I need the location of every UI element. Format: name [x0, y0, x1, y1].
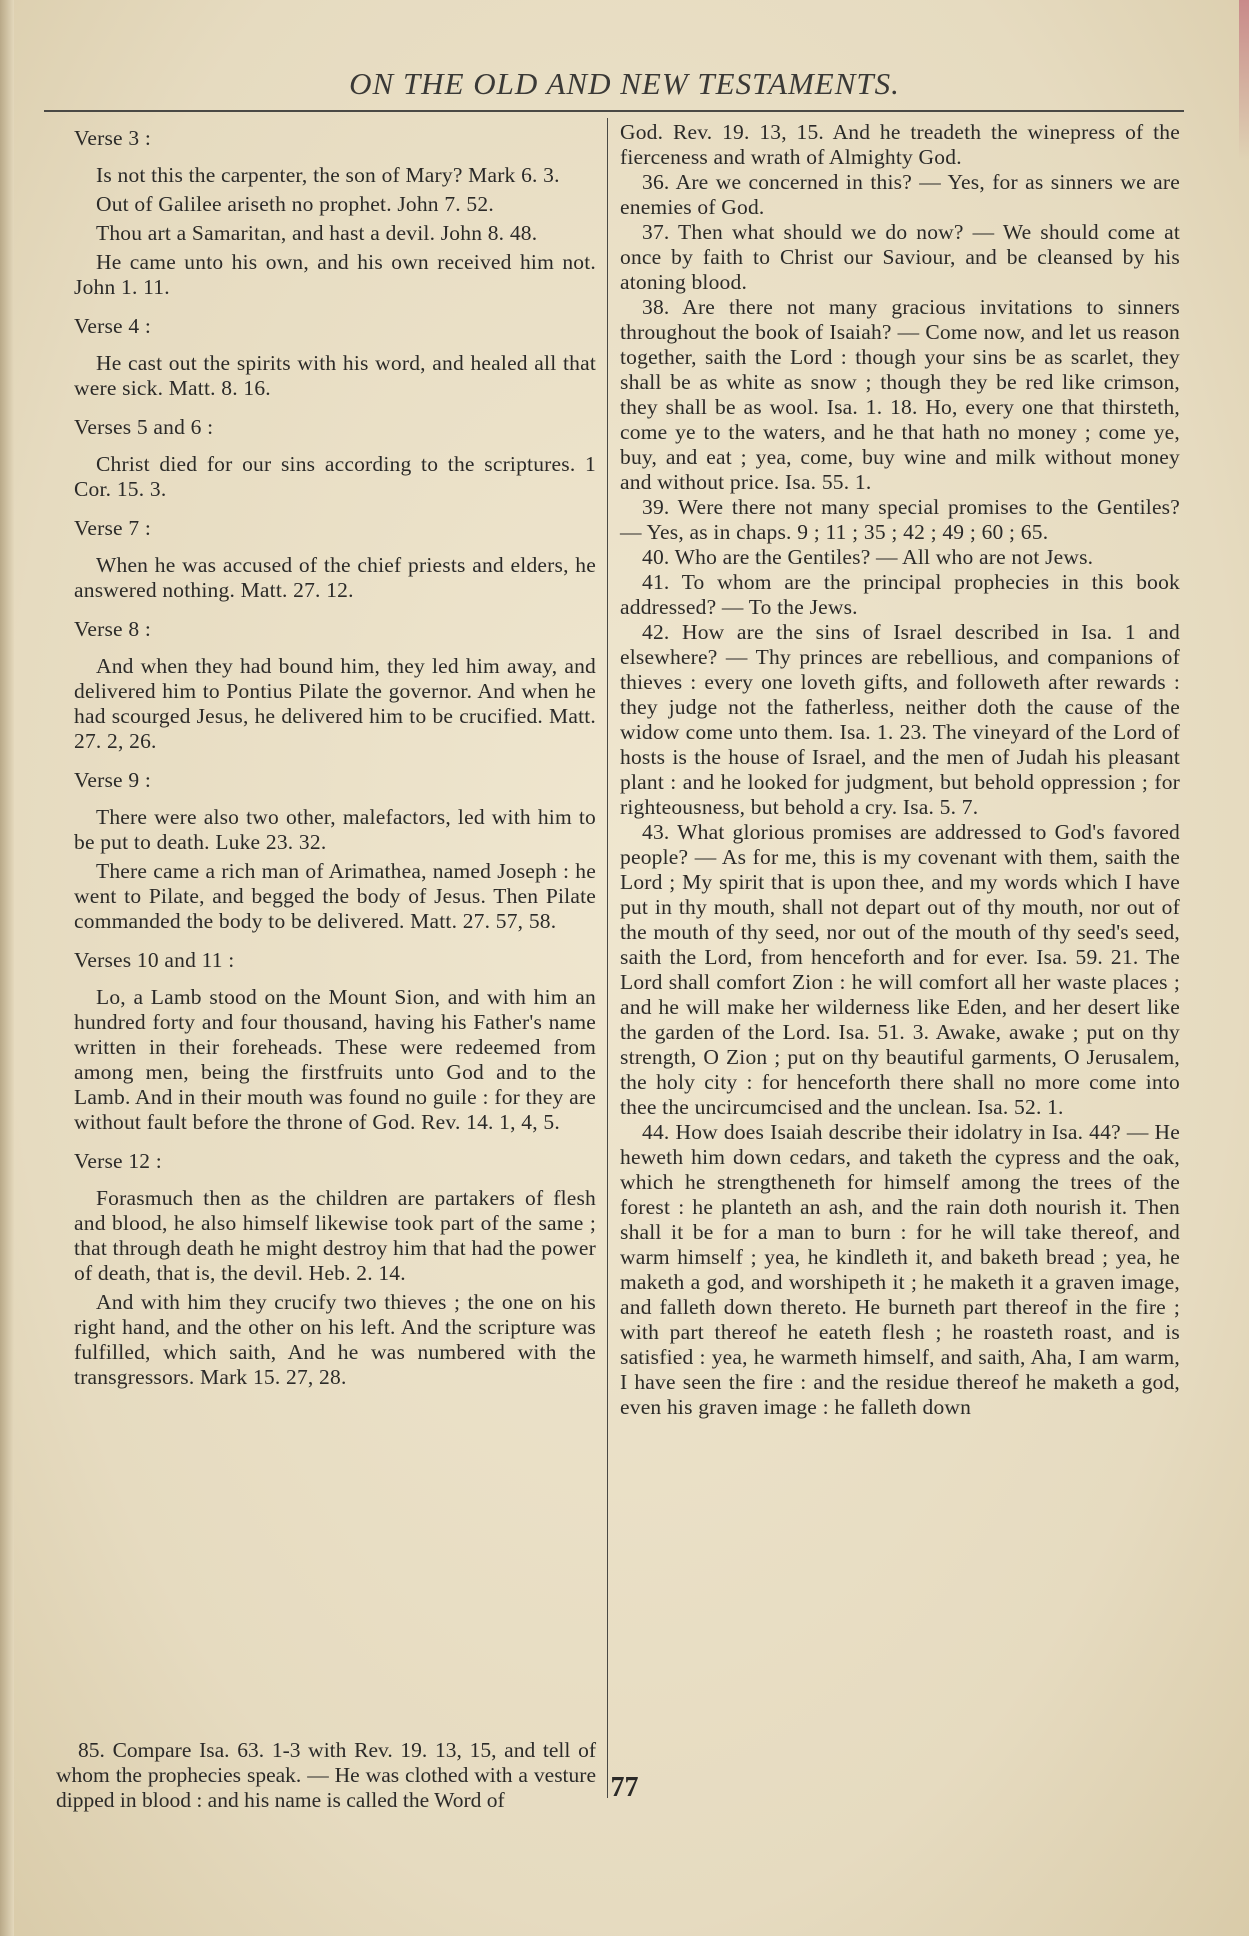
verse-text: He cast out the spirits with his word, and healed all that were sick. Matt. 8. 16. — [74, 351, 596, 400]
page-binding-edge — [0, 0, 14, 1936]
verse-heading: Verse 7 : — [74, 516, 152, 540]
left-column — [74, 120, 596, 1394]
verse-heading: Verses 5 and 6 : — [74, 415, 214, 439]
verse-text: There came a rich man of Arimathea, named Joseph : he went to Pilate, and begged the body of Jesus. Then Pilate commanded the body to be delivered. Matt. 27. 57, 58. — [74, 859, 596, 933]
question-paragraph: 44. How does Isaiah describe their idolatry in Isa. 44? — He heweth him down cedars, and taketh the cypress and the oak, which he strengtheneth for himself among the trees of the forest : he planteth an ash, and the rain doth nourish it. Then shall it be for a man to burn : for he will take thereof, and warm himself ; yea, he kindleth it, and baketh bread ; yea, he maketh a god, and worshipeth it ; he maketh it a graven image, and falleth down thereto. He burneth part thereof in the fire ; with part thereof he eateth flesh ; he roasteth roast, and is satisfied : yea, he warmeth himself, and saith, Aha, I am warm, I have seen the fire : and the residue thereof he maketh a god, even his graven image : he falleth down — [620, 1120, 1180, 1419]
verse-text: And when they had bound him, they led him away, and delivered him to Pontius Pilate the governor. And when he had scourged Jesus, he delivered him to be crucified. Matt. 27. 2, 26. — [74, 654, 596, 753]
verse-heading: Verse 8 : — [74, 617, 152, 641]
verse-heading: Verse 12 : — [74, 1149, 162, 1173]
question-paragraph: 43. What glorious promises are addressed to God's favored people? — As for me, this is my covenant with them, saith the Lord ; My spirit that is upon thee, and my words which I have put in thy mouth, shall not depart out of thy mouth, nor out of the mouth of thy seed, nor out of the mouth of thy seed's seed, saith the Lord, from henceforth and for ever. Isa. 59. 21. The Lord shall comfort Zion : he will comfort all her waste places ; and he will make her wilderness like Eden, and her desert like the garden of the Lord. Isa. 51. 3. Awake, awake ; put on thy strength, O Zion ; put on thy beautiful garments, O Jerusalem, the holy city : for henceforth there shall no more come into thee the uncircumcised and the unclean. Isa. 52. 1. — [620, 820, 1180, 1119]
verse-text: He came unto his own, and his own received him not. John 1. 11. — [74, 250, 596, 299]
question-paragraph: 42. How are the sins of Israel described in Isa. 1 and elsewhere? — Thy princes are rebellious, and companions of thieves : every one loveth gifts, and followeth after rewards : they judge not the fatherless, neither doth the cause of the widow come unto them. Isa. 1. 23. The vineyard of the Lord of hosts is the house of Israel, and the men of Judah his pleasant plant : and he looked for judgment, but behold oppression ; for righteousness, but behold a cry. Isa. 5. 7. — [620, 620, 1180, 819]
column-divider — [607, 118, 608, 1798]
verse-text: There were also two other, malefactors, led with him to be put to death. Luke 23. 32. — [74, 805, 596, 854]
verse-heading: Verse 3 : — [74, 126, 152, 150]
question-paragraph: God. Rev. 19. 13, 15. And he treadeth the winepress of the fierceness and wrath of Almighty God. — [620, 120, 1180, 169]
verse-text: Forasmuch then as the children are partakers of flesh and blood, he also himself likewise took part of the same ; that through death he might destroy him that had the power of death, that is, the devil. Heb. 2. 14. — [74, 1186, 596, 1285]
right-column — [620, 120, 1180, 1420]
verse-heading: Verses 10 and 11 : — [74, 948, 235, 972]
verse-text: Thou art a Samaritan, and hast a devil. John 8. 48. — [96, 221, 538, 245]
question-paragraph: 40. Who are the Gentiles? — All who are not Jews. — [642, 545, 1094, 569]
question-paragraph: 38. Are there not many gracious invitations to sinners throughout the book of Isaiah? — Come now, and let us reason together, saith the Lord : though your sins be as scarlet, they shall be as white as snow ; though they be red like crimson, they shall be as wool. Isa. 1. 18. Ho, every one that thirsteth, come ye to the waters, and he that hath no money ; come ye, buy, and eat ; yea, come, buy wine and milk without money and without price. Isa. 55. 1. — [620, 295, 1180, 494]
verse-text: When he was accused of the chief priests and elders, he answered nothing. Matt. 27. 12. — [74, 553, 596, 602]
verse-text: Lo, a Lamb stood on the Mount Sion, and with him an hundred forty and four thousand, having his Father's name written in their foreheads. These were redeemed from among men, being the firstfruits unto God and to the Lamb. And in their mouth was found no guile : for they are without fault before the throne of God. Rev. 14. 1, 4, 5. — [74, 985, 596, 1134]
verse-heading: Verse 4 : — [74, 314, 152, 338]
page-number: 77 — [610, 1772, 639, 1803]
question-paragraph: 41. To whom are the principal prophecies in this book addressed? — To the Jews. — [620, 570, 1180, 619]
question-paragraph: 37. Then what should we do now? — We should come at once by faith to Christ our Saviour, and be cleansed by his atoning blood. — [620, 220, 1180, 294]
header-rule — [44, 110, 1184, 112]
question-85: 85. Compare Isa. 63. 1-3 with Rev. 19. 13, 15, and tell of whom the prophecies speak. — He was clothed with a vesture dipped in blood : and his name is called the Word of — [56, 1738, 596, 1812]
verse-text: Out of Galilee ariseth no prophet. John 7. 52. — [96, 192, 494, 216]
question-paragraph: 36. Are we concerned in this? — Yes, for as sinners we are enemies of God. — [620, 170, 1180, 219]
verse-heading: Verse 9 : — [74, 768, 152, 792]
verse-text: Christ died for our sins according to the scriptures. 1 Cor. 15. 3. — [74, 452, 596, 501]
verse-text: And with him they crucify two thieves ; the one on his right hand, and the other on his left. And the scripture was fulfilled, which saith, And he was numbered with the transgressors. Mark 15. 27, 28. — [74, 1290, 596, 1389]
running-header: ON THE OLD AND NEW TESTAMENTS. — [349, 66, 900, 101]
question-paragraph: 39. Were there not many special promises to the Gentiles? — Yes, as in chaps. 9 ; 11 ; 35 ; 42 ; 49 ; 60 ; 65. — [620, 495, 1180, 544]
verse-text: Is not this the carpenter, the son of Mary? Mark 6. 3. — [96, 163, 560, 187]
